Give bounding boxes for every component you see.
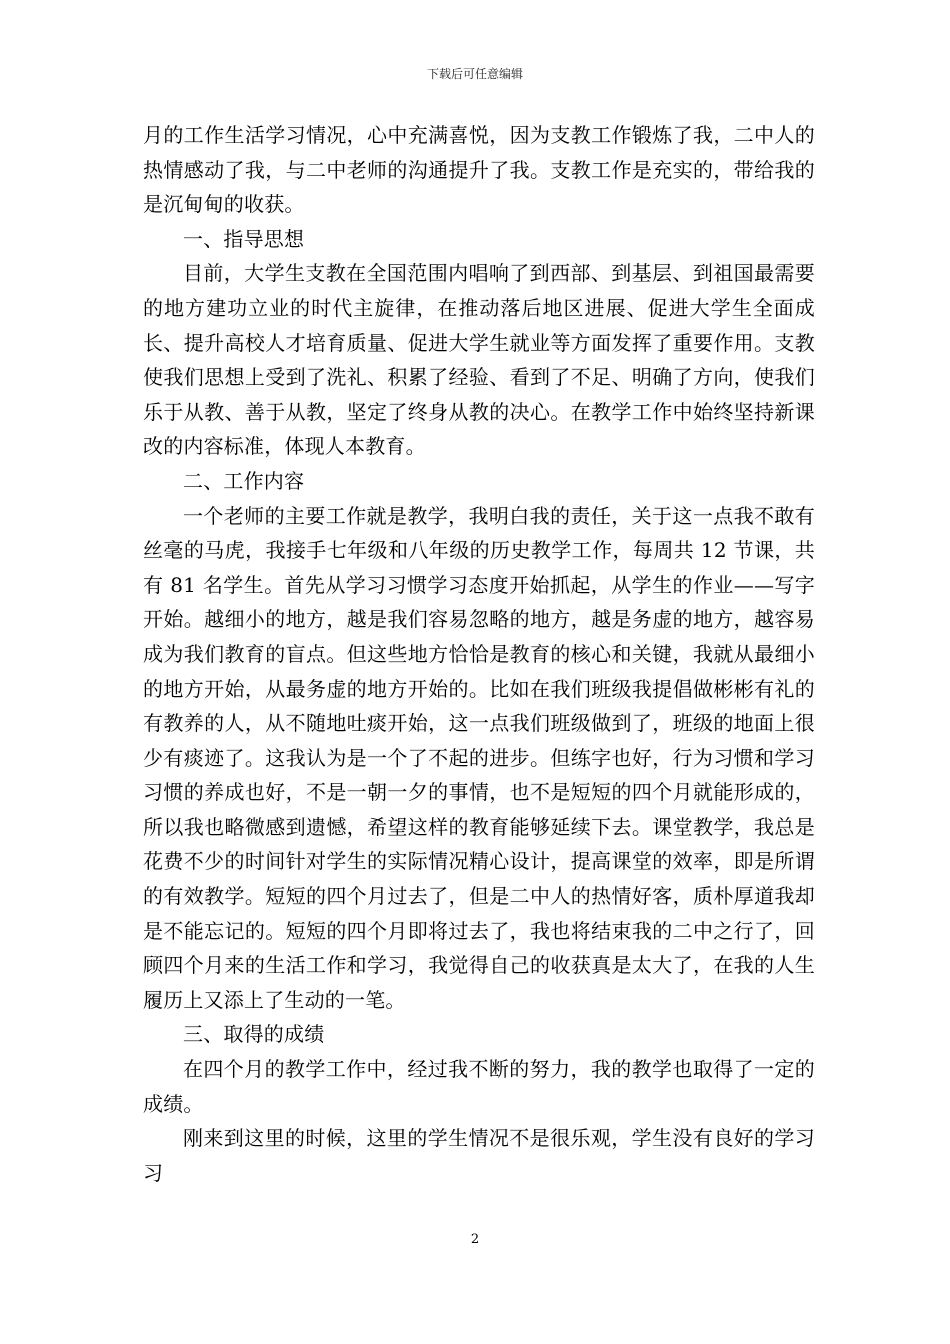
section-heading-guiding-thought: 一、指导思想 bbox=[183, 226, 305, 251]
paragraph-work-content: 一个老师的主要工作就是教学，我明白我的责任，关于这一点我不敢有丝毫的马虎，我接手七年级和八年级的历史教学工作，每周共 12 节课，共有 81 名学生。首先从学习习惯学习态度开始抓起，从学生的作业——写字开始。越细小的地方，越是我们容易忽略的地方，越是务虚的地方，越容易成为我们教育的盲点。但这些地方恰恰是教育的核心和关键，我就从最细小的地方开始，从最务虚的地方开始的。比如在我们班级我提倡做彬彬有礼的有教养的人，从不随地吐痰开始，这一点我们班级做到了，班级的地面上很少有痰迹了。这我认为是一个了不起的进步。但练字也好，行为习惯和学习习惯的养成也好，不是一朝一夕的事情，也不是短短的四个月就能形成的，所以我也略微感到遗憾，希望这样的教育能够延续下去。课堂教学，我总是花费不少的时间针对学生的实际情况精心设计，提高课堂的效率，即是所谓的有效教学。短短的四个月过去了，但是二中人的热情好客，质朴厚道我却是不能忘记的。短短的四个月即将过去了，我也将结束我的二中之行了，回顾四个月来的生活工作和学习，我觉得自己的收获真是太大了，在我的人生履历上又添上了生动的一笔。 bbox=[143, 503, 815, 1012]
paragraph-guiding-thought: 目前，大学生支教在全国范围内唱响了到西部、到基层、到祖国最需要的地方建功立业的时代主旋律，在推动落后地区进展、促进大学生全面成长、提升高校人才培育质量、促进大学生就业等方面发挥了重要作用。支教使我们思想上受到了洗礼、积累了经验、看到了不足、明确了方向，使我们乐于从教、善于从教，坚定了终身从教的决心。在教学工作中始终坚持新课改的内容标准，体现人本教育。 bbox=[143, 261, 815, 459]
section-heading-work-content: 二、工作内容 bbox=[183, 468, 305, 493]
page-number: 2 bbox=[470, 1232, 480, 1247]
paragraph-student-situation: 刚来到这里的时候，这里的学生情况不是很乐观，学生没有良好的学习习 bbox=[143, 1126, 815, 1185]
paragraph-continued: 月的工作生活学习情况，心中充满喜悦，因为支教工作锻炼了我，二中人的热情感动了我，与二中老师的沟通提升了我。支教工作是充实的，带给我的是沉甸甸的收获。 bbox=[143, 123, 815, 217]
paragraph-achievements: 在四个月的教学工作中，经过我不断的努力，我的教学也取得了一定的成绩。 bbox=[143, 1057, 815, 1116]
page-header-note: 下载后可任意编辑 bbox=[426, 67, 523, 81]
section-heading-achievements: 三、取得的成绩 bbox=[183, 1022, 325, 1047]
document-body bbox=[143, 118, 815, 1190]
